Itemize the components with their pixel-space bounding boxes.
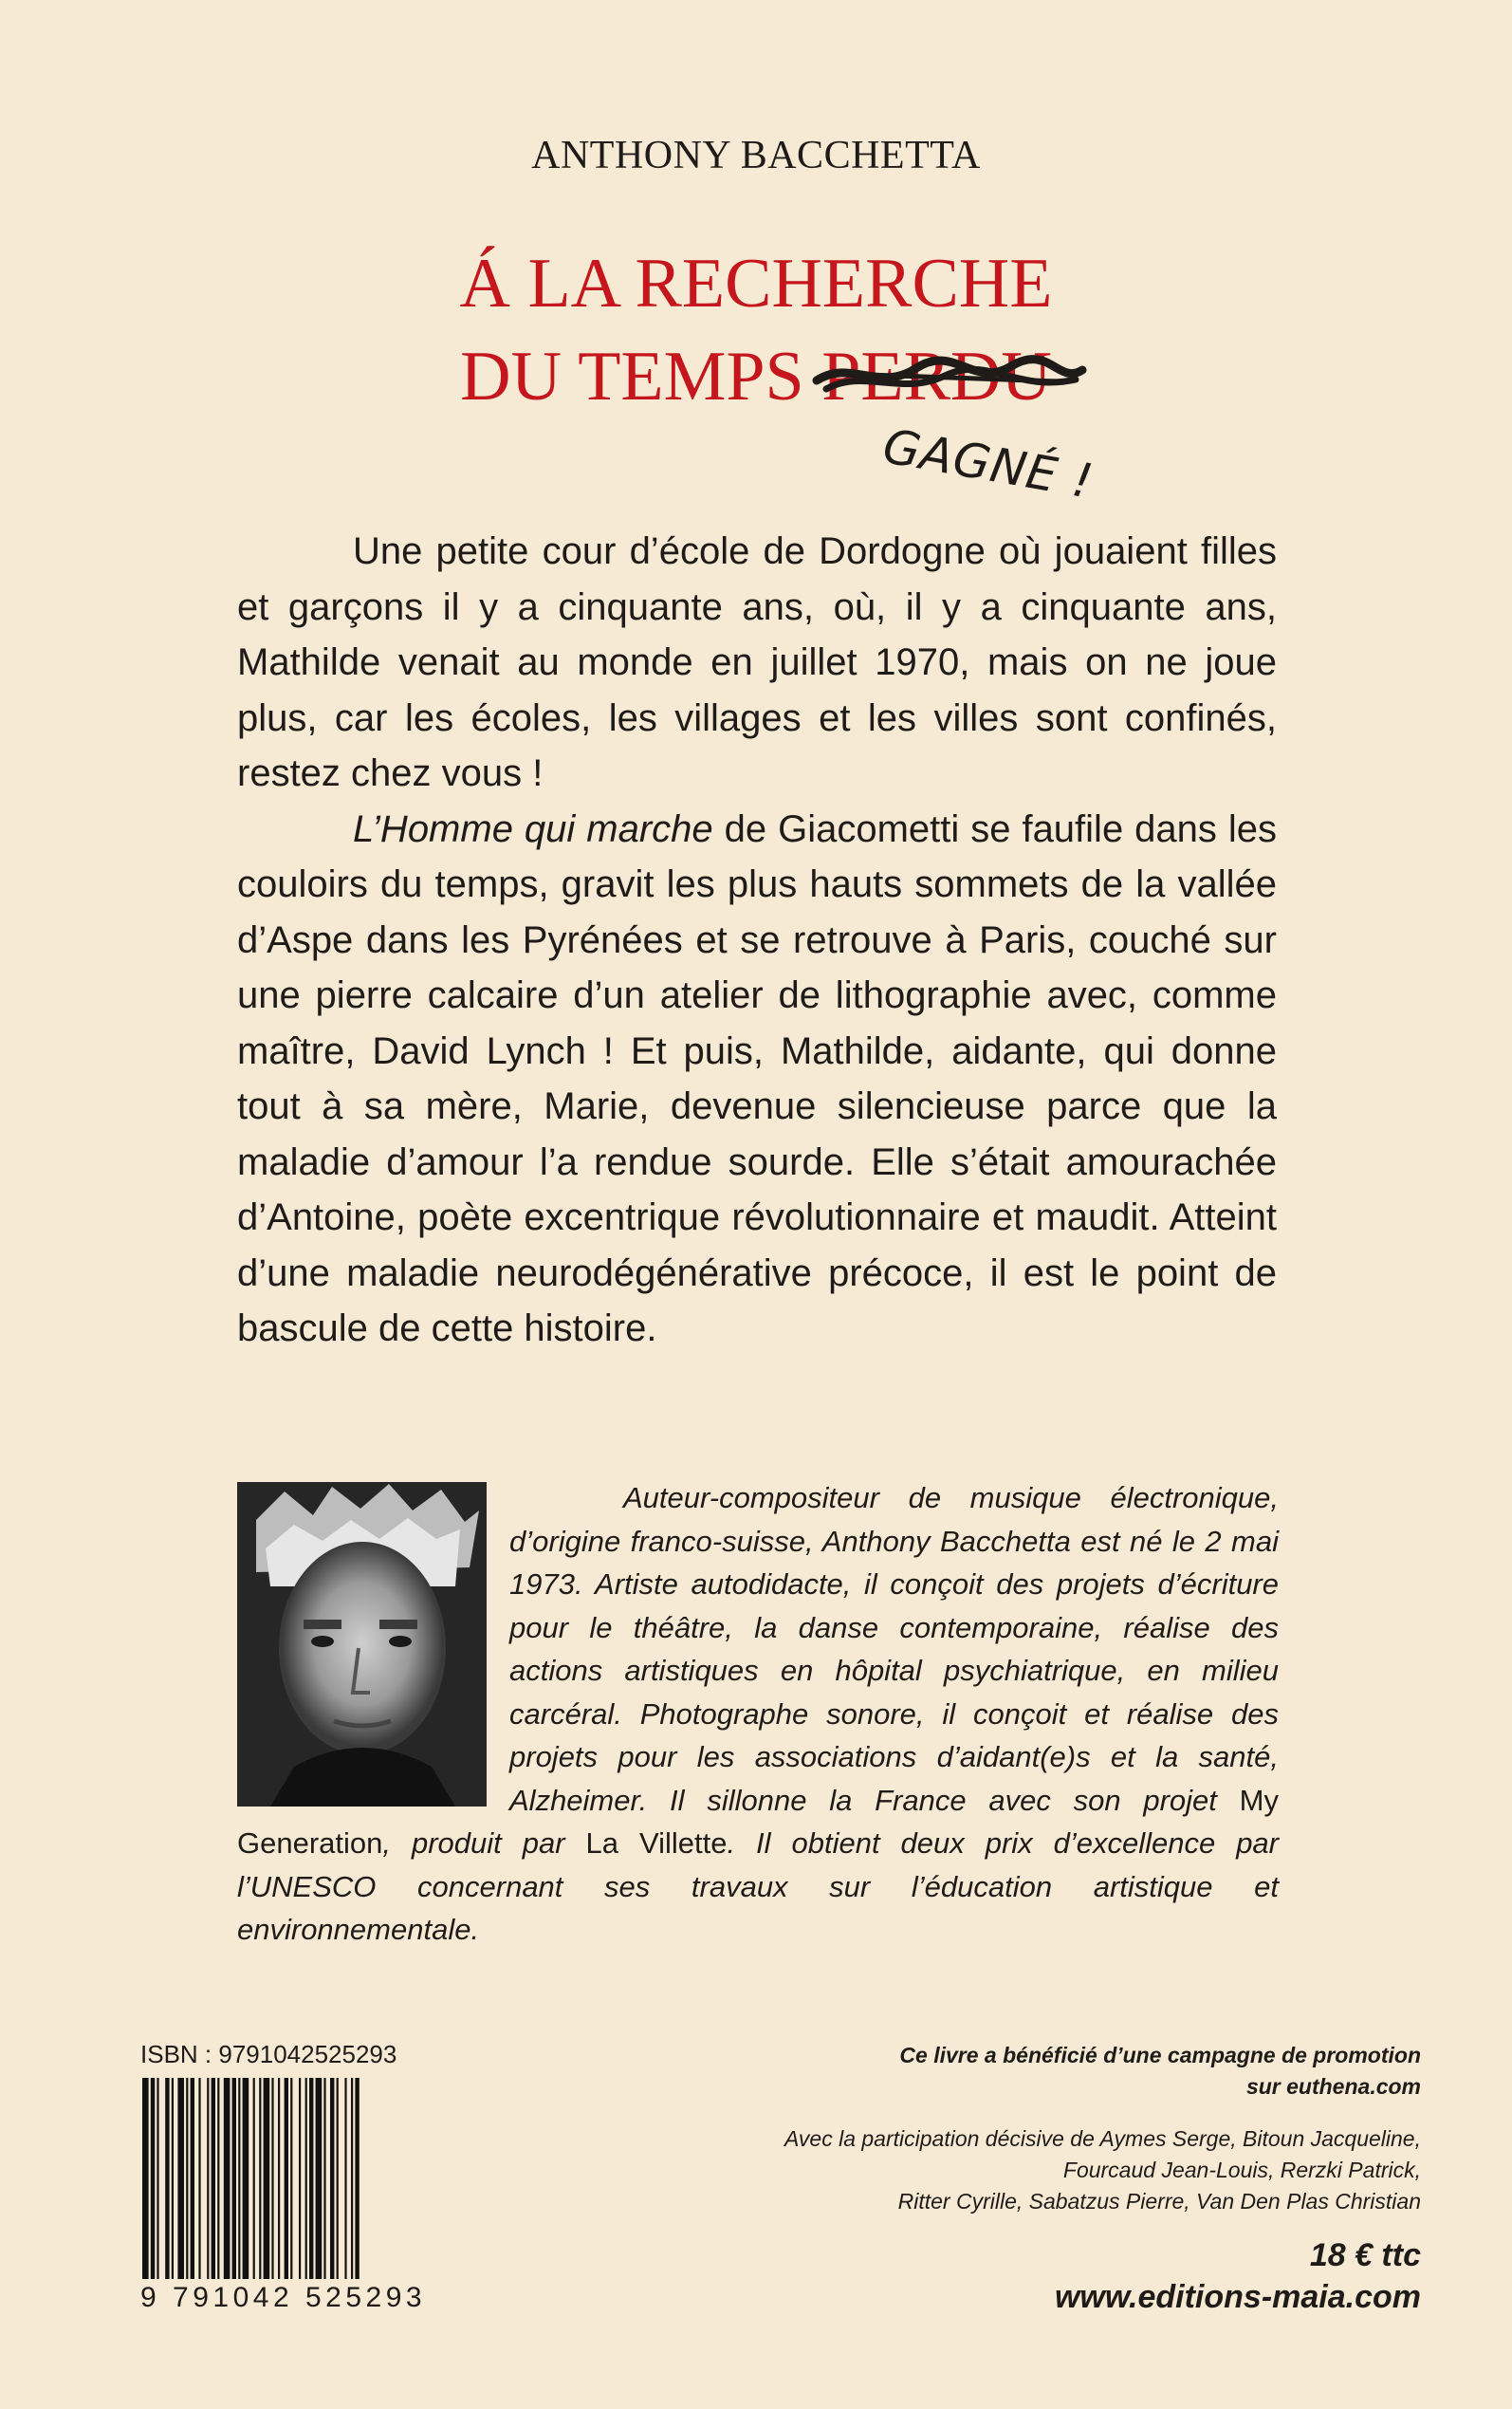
barcode-bar — [309, 2078, 313, 2279]
participation-line-1: Avec la participation décisive de Aymes Serge, Bitoun Jacqueline, — [784, 2126, 1421, 2151]
barcode-bar — [264, 2078, 270, 2279]
promo-text — [738, 2040, 1421, 2103]
barcode-bar — [330, 2078, 334, 2279]
barcode-bar — [191, 2078, 194, 2279]
promo-line-1: Ce livre a bénéficié d’une campagne de promotion — [899, 2043, 1421, 2067]
author-bio — [237, 1476, 1279, 1952]
summary-paragraph-2 — [237, 802, 1277, 1357]
title-line-2 — [0, 330, 1512, 423]
barcode-bar — [157, 2078, 158, 2279]
barcode-bar — [337, 2078, 339, 2279]
barcode-bar — [198, 2078, 200, 2279]
barcode-bar — [232, 2078, 236, 2279]
photo-spacer — [237, 1476, 487, 1801]
title-line-2-prefix: DU TEMPS — [460, 338, 822, 416]
barcode-bar — [323, 2078, 325, 2279]
barcode-bar — [316, 2078, 323, 2279]
barcode-bar — [151, 2078, 155, 2279]
barcode-bar — [344, 2078, 346, 2279]
bio-producer: La Villette — [585, 1826, 728, 1860]
bio-part-1: Auteur-compositeur de musique électronique, d’origine franco-suisse, Anthony Bacchetta est né le 2 mai 1973. Artiste autodidacte, il conçoit des projets d’écriture pour le théâtre, la danse contemporaine, réalise des actions artistiques en hôpital psychiatrique, en milieu carcéral. Photographe sonore, il conçoit et réalise des projets pour les associations d’aidant(e)s et la santé, Alzheimer. Il sillonne la France avec son projet — [509, 1481, 1279, 1817]
author-name: ANTHONY BACCHETTA — [531, 134, 981, 177]
barcode-bar — [355, 2078, 359, 2279]
barcode-bar — [305, 2078, 307, 2279]
summary-text — [237, 524, 1277, 1357]
participation-line-2: Fourcaud Jean-Louis, Rerzki Patrick, — [1062, 2158, 1421, 2182]
barcode-bar — [238, 2078, 240, 2279]
struck-word-text: PERDU — [821, 338, 1052, 416]
bio-part-2: , produit par — [382, 1826, 586, 1860]
barcode-bar — [299, 2078, 301, 2279]
barcode-bar — [243, 2078, 249, 2279]
bio-part-3: . Il obtient deux prix d’excellence par l’UNESCO concernant ses travaux sur l’éducation artistique et environnementale. — [237, 1826, 1279, 1946]
isbn-label: ISBN : 9791042525293 — [140, 2040, 397, 2068]
barcode-bar — [253, 2078, 255, 2279]
bio-project: My Generation — [237, 1783, 1279, 1860]
scribble-strike — [812, 347, 1087, 414]
barcode-bar — [165, 2078, 169, 2279]
barcode-bar — [278, 2078, 280, 2279]
barcode-bar — [142, 2078, 149, 2279]
title-line-1: Á LA RECHERCHE — [459, 245, 1053, 323]
artwork-title: L’Homme qui marche — [353, 807, 713, 850]
struck-word — [821, 330, 1052, 423]
barcode-bar — [259, 2078, 261, 2279]
handwritten-gagne: GAGNÉ ! — [878, 418, 1097, 510]
barcode-number: 9 791042 525293 — [140, 2282, 427, 2313]
participation-text — [738, 2123, 1421, 2217]
barcode-bar — [351, 2078, 353, 2279]
participation-line-3: Ritter Cyrille, Sabatzus Pierre, Van Den Plas Christian — [897, 2189, 1421, 2214]
barcode-bar — [207, 2078, 209, 2279]
barcode-bar — [186, 2078, 188, 2279]
price: 18 € ttc — [1309, 2237, 1421, 2273]
book-title — [0, 237, 1512, 423]
summary-paragraph-1: Une petite cour d’école de Dordogne où jouaient filles et garçons il y a cinquante ans, où, il y a cinquante ans, Mathilde venait au monde en juillet 1970, mais on ne joue plus, car les écoles, les villages et les villes sont confinés, restez chez vous ! — [237, 530, 1277, 794]
barcode-bar — [224, 2078, 230, 2279]
promo-line-2: sur euthena.com — [1245, 2074, 1421, 2099]
summary-paragraph-2-rest: de Giacometti se faufile dans les couloirs du temps, gravit les plus hauts sommets de la vallée d’Aspe dans les Pyrénées et se retrouve à Paris, couché sur une pierre calcaire d’un atelier de lithographie avec, comme maître, David Lynch ! Et puis, Mathilde, aidante, qui donne tout à sa mère, Marie, devenue silencieuse parce que la maladie d’amour l’a rendue sourde. Elle s’était amourachée d’Antoine, poète excentrique révolutionnaire et maudit. Atteint d’une maladie neurodégénérative précoce, il est le point de bascule de cette histoire. — [237, 807, 1277, 1349]
barcode-bar — [290, 2078, 292, 2279]
barcode-bar — [217, 2078, 219, 2279]
barcode — [140, 2078, 430, 2279]
barcode-bar — [172, 2078, 174, 2279]
website-link[interactable]: www.editions-maia.com — [1054, 2279, 1421, 2315]
publisher-info — [738, 2040, 1421, 2318]
barcode-bar — [271, 2078, 273, 2279]
barcode-bar — [212, 2078, 215, 2279]
barcode-bar — [177, 2078, 184, 2279]
barcode-bar — [285, 2078, 288, 2279]
